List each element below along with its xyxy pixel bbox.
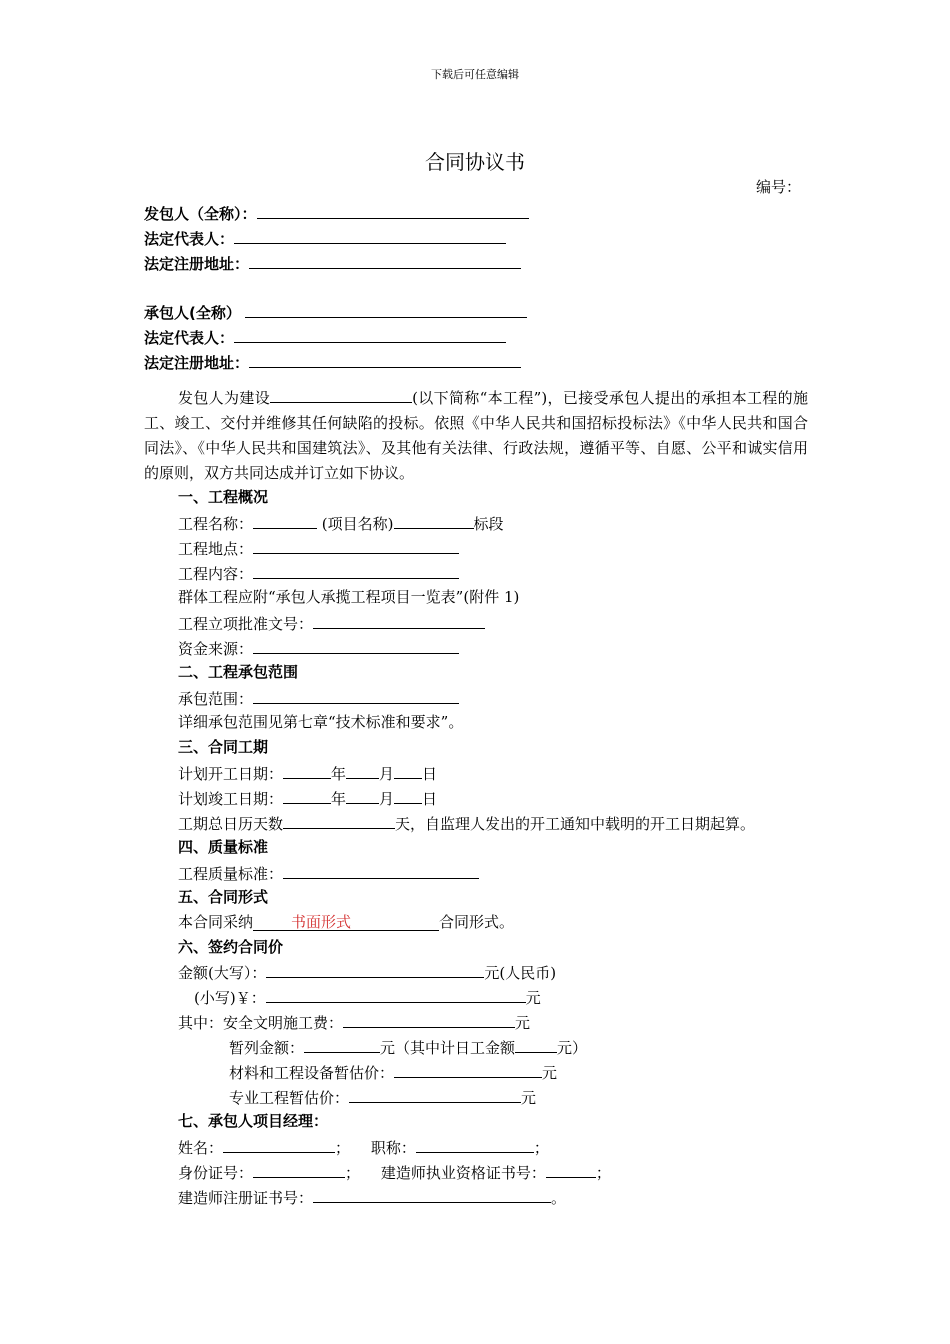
- contractor-rep-label: 法定代表人：: [144, 329, 235, 347]
- employer-rep-label: 法定代表人：: [144, 230, 235, 248]
- s7-name-label: 姓名：: [178, 1139, 224, 1157]
- s7-reg-label: 建造师注册证书号：: [178, 1189, 314, 1207]
- start-date-row: [178, 763, 437, 783]
- manager-title-field[interactable]: [416, 1137, 534, 1153]
- s3-end-label: 计划竣工日期：: [178, 790, 284, 808]
- approval-row: [178, 613, 485, 633]
- s6-provisional-mid: 元（其中计日工金额: [380, 1039, 516, 1057]
- amount-upper-row: [178, 962, 556, 982]
- section2-heading: 二、工程承包范围: [178, 663, 299, 681]
- s6-lower-label: (小写)￥：: [194, 989, 266, 1007]
- yuan-unit: 元: [521, 1089, 537, 1107]
- s1-location-label: 工程地点：: [178, 540, 254, 558]
- s1-location-field[interactable]: [253, 538, 459, 554]
- employer-rep-field[interactable]: [234, 228, 506, 244]
- period: 。: [551, 1189, 567, 1207]
- s1-funding-field[interactable]: [253, 638, 459, 654]
- s7-id-label: 身份证号：: [178, 1164, 254, 1182]
- provisional-field[interactable]: [304, 1037, 380, 1053]
- amount-upper-field[interactable]: [266, 962, 484, 978]
- s1-content-field[interactable]: [253, 563, 459, 579]
- start-year-field[interactable]: [283, 763, 331, 779]
- contractor-name-row: [144, 302, 527, 322]
- day-unit: 日: [422, 765, 438, 783]
- manager-reg-row: [178, 1187, 566, 1207]
- s6-provisional-end: 元）: [557, 1039, 588, 1057]
- daywork-field[interactable]: [515, 1037, 557, 1053]
- yuan-unit: 元: [542, 1064, 558, 1082]
- employer-address-label: 法定注册地址：: [144, 255, 250, 273]
- end-date-row: [178, 788, 437, 808]
- employer-rep-row: [144, 228, 506, 248]
- contractor-address-label: 法定注册地址：: [144, 354, 250, 372]
- scope-row: [178, 688, 459, 708]
- project-name-field[interactable]: [270, 387, 412, 403]
- scope-note: 详细承包范围见第七章“技术标准和要求”。: [178, 713, 464, 731]
- employer-name-field[interactable]: [257, 203, 529, 219]
- duration-row: [178, 813, 755, 833]
- section5-heading: 五、合同形式: [178, 888, 269, 906]
- intro-paragraph: [144, 386, 808, 486]
- materials-row: [229, 1062, 557, 1082]
- funding-row: [178, 638, 459, 658]
- s1-name-field[interactable]: [253, 513, 317, 529]
- s6-materials-label: 材料和工程设备暂估价：: [229, 1064, 395, 1082]
- s7-title-label: 职称：: [370, 1139, 416, 1157]
- amount-lower-row: [194, 987, 541, 1007]
- contract-form-row: [178, 913, 514, 931]
- contract-form-value: 书面形式: [291, 913, 352, 931]
- amount-lower-field[interactable]: [266, 987, 526, 1003]
- contractor-rep-row: [144, 327, 506, 347]
- start-day-field[interactable]: [394, 763, 422, 779]
- safety-fee-field[interactable]: [343, 1012, 515, 1028]
- semicolon: ；: [533, 1139, 549, 1157]
- safety-fee-row: [178, 1012, 530, 1032]
- employer-name-row: [144, 203, 529, 223]
- end-day-field[interactable]: [394, 788, 422, 804]
- contractor-name-field[interactable]: [245, 302, 527, 318]
- start-month-field[interactable]: [346, 763, 379, 779]
- yuan-unit: 元: [515, 1014, 531, 1032]
- quality-field[interactable]: [283, 863, 479, 879]
- s1-funding-label: 资金来源：: [178, 640, 254, 658]
- s3-duration-label: 工期总日历天数: [178, 815, 284, 833]
- s3-duration-note: 天，自监理人发出的开工通知中载明的开工日期起算。: [395, 815, 756, 833]
- project-content-row: [178, 563, 459, 583]
- materials-field[interactable]: [394, 1062, 542, 1078]
- s7-cert-label: 建造师执业资格证书号：: [380, 1164, 546, 1182]
- contract-form-field[interactable]: [253, 914, 439, 931]
- employer-address-row: [144, 253, 521, 273]
- section7-heading: 七、承包人项目经理：: [178, 1112, 329, 1130]
- manager-name-field[interactable]: [223, 1137, 335, 1153]
- year-unit: 年: [331, 790, 347, 808]
- month-unit: 月: [379, 765, 395, 783]
- month-unit: 月: [379, 790, 395, 808]
- s6-upper-label: 金额(大写）：: [178, 964, 267, 982]
- section1-heading: 一、工程概况: [178, 488, 269, 506]
- manager-name-row: [178, 1137, 549, 1157]
- s1-approval-field[interactable]: [313, 613, 485, 629]
- s4-quality-label: 工程质量标准：: [178, 865, 284, 883]
- s1-approval-label: 工程立项批准文号：: [178, 615, 314, 633]
- project-location-row: [178, 538, 459, 558]
- quality-row: [178, 863, 479, 883]
- specialty-field[interactable]: [349, 1087, 521, 1103]
- s6-upper-suffix: 元(人民币): [484, 964, 557, 982]
- s6-specialty-label: 专业工程暂估价：: [229, 1089, 350, 1107]
- s1-name-label: 工程名称：: [178, 515, 254, 533]
- end-year-field[interactable]: [283, 788, 331, 804]
- s6-provisional-label: 暂列金额：: [229, 1039, 305, 1057]
- s3-start-label: 计划开工日期：: [178, 765, 284, 783]
- section3-heading: 三、合同工期: [178, 738, 269, 756]
- semicolon: ；: [595, 1164, 611, 1182]
- page-header: 下载后可任意编辑: [431, 68, 519, 81]
- section6-heading: 六、签约合同价: [178, 938, 284, 956]
- contract-number-label: 编号：: [756, 178, 802, 196]
- s5-form-prefix: 本合同采纳: [178, 913, 254, 931]
- duration-field[interactable]: [283, 813, 395, 829]
- s5-form-suffix: 合同形式。: [439, 913, 515, 931]
- year-unit: 年: [331, 765, 347, 783]
- employer-address-field[interactable]: [249, 253, 521, 269]
- end-month-field[interactable]: [346, 788, 379, 804]
- intro-part1: 发包人为建设: [178, 389, 271, 407]
- intro-part2: (以下简称“本工程”)，已接受承包人提出的承担本工程的施工、竣工、交付并维修其任何缺陷的投标。依照《中华人民共和国招标投标法》《中华人民共和国合同法》、《中华人民共和国建筑法》、及其他有关法律、行政法规，遵循平等、自愿、公平和诚实信用的原则，双方共同达成并订立如下协议。: [144, 389, 808, 482]
- semicolon: ；: [335, 1139, 351, 1157]
- day-unit: 日: [422, 790, 438, 808]
- s2-scope-label: 承包范围：: [178, 690, 254, 708]
- section4-heading: 四、质量标准: [178, 838, 269, 856]
- s1-content-label: 工程内容：: [178, 565, 254, 583]
- manager-id-field[interactable]: [253, 1162, 345, 1178]
- s1-name-mid: (项目名称): [321, 515, 394, 533]
- contractor-rep-field[interactable]: [234, 327, 506, 343]
- manager-cert-field[interactable]: [546, 1162, 596, 1178]
- specialty-row: [229, 1087, 536, 1107]
- manager-id-row: [178, 1162, 611, 1182]
- contractor-address-field[interactable]: [249, 352, 521, 368]
- provisional-row: [229, 1037, 587, 1057]
- yuan-unit: 元: [525, 989, 541, 1007]
- document-title: 合同协议书: [425, 150, 525, 174]
- project-name-row: [178, 513, 504, 533]
- manager-reg-field[interactable]: [313, 1187, 551, 1203]
- semicolon: ；: [345, 1164, 361, 1182]
- employer-name-label: 发包人（全称）：: [144, 205, 257, 223]
- contractor-name-label: 承包人(全称）: [144, 304, 241, 322]
- s1-name-end: 标段: [473, 515, 504, 533]
- group-project-note: 群体工程应附“承包人承揽工程项目一览表”(附件 1): [178, 588, 520, 606]
- s6-safety-label: 其中：安全文明施工费：: [178, 1014, 344, 1032]
- s1-section-field[interactable]: [394, 513, 474, 529]
- s2-scope-field[interactable]: [253, 688, 459, 704]
- contractor-address-row: [144, 352, 521, 372]
